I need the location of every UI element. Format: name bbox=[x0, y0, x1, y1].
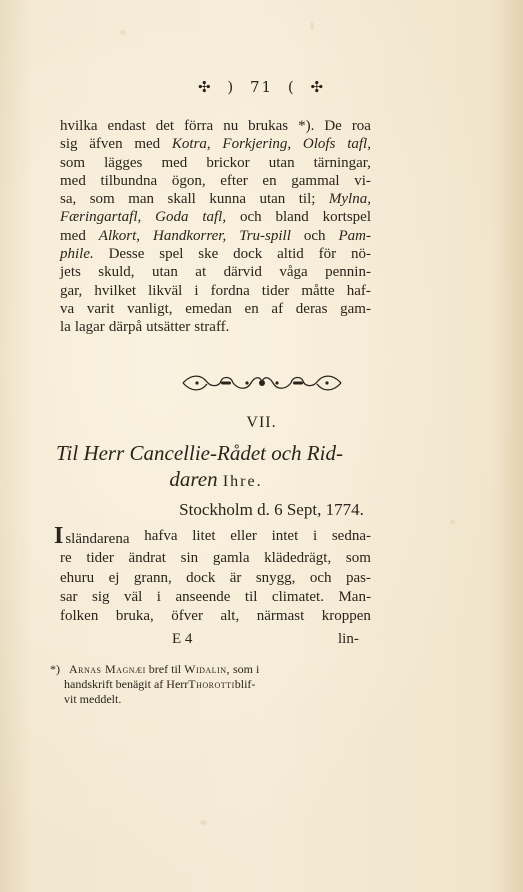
word: ögon, bbox=[171, 172, 206, 189]
word: Handkorrer, bbox=[153, 227, 227, 244]
text-line bbox=[60, 208, 371, 226]
paper-stain bbox=[450, 520, 455, 524]
word: sin bbox=[180, 550, 199, 567]
word: därvid bbox=[223, 264, 262, 281]
text-line bbox=[60, 588, 371, 607]
word: til bbox=[244, 588, 258, 605]
footnote-marker: *) bbox=[50, 662, 60, 676]
text-line bbox=[60, 607, 371, 626]
word: utan bbox=[152, 264, 178, 281]
word: utan bbox=[259, 191, 286, 208]
word: Man- bbox=[338, 588, 371, 605]
text-line bbox=[54, 523, 371, 549]
word: vi- bbox=[354, 172, 371, 189]
word: va bbox=[60, 300, 75, 317]
word: at bbox=[195, 264, 207, 281]
footnote-line bbox=[50, 662, 372, 677]
word: skuld, bbox=[98, 264, 135, 281]
text-line bbox=[60, 318, 371, 336]
word: ehuru bbox=[60, 569, 95, 586]
text-line bbox=[60, 569, 371, 588]
drop-cap: I bbox=[54, 523, 64, 549]
word: klädedrägt, bbox=[264, 550, 332, 567]
word: lagar bbox=[74, 319, 105, 336]
word: tafl, bbox=[202, 209, 227, 226]
word: gar, bbox=[60, 282, 83, 299]
word: väl bbox=[123, 588, 143, 605]
word: Kotra, bbox=[171, 136, 211, 153]
paper-stain bbox=[310, 22, 314, 30]
word: tider bbox=[261, 282, 290, 299]
word: med bbox=[60, 172, 86, 189]
section-number: VII. bbox=[246, 414, 277, 431]
word: förra bbox=[184, 118, 214, 134]
word: hafva bbox=[144, 528, 178, 544]
word: tärningar, bbox=[313, 154, 371, 171]
word: som bbox=[60, 154, 86, 171]
word: Tru-spill bbox=[239, 227, 291, 244]
word: tafl, bbox=[347, 136, 371, 153]
word: brickor bbox=[206, 154, 250, 171]
word: våga bbox=[279, 264, 308, 281]
word: dock bbox=[233, 246, 263, 263]
word: vanligt, bbox=[127, 300, 173, 317]
word: Færingartafl, bbox=[60, 209, 142, 226]
word: med bbox=[60, 227, 86, 244]
word: De bbox=[324, 118, 342, 134]
word: grann, bbox=[133, 569, 172, 586]
word: nu bbox=[223, 118, 239, 134]
word: la bbox=[60, 319, 71, 336]
word: eller bbox=[230, 528, 257, 544]
page-header bbox=[0, 78, 523, 96]
word: pas- bbox=[345, 569, 371, 586]
word: sar bbox=[60, 588, 78, 605]
paper-stain bbox=[120, 30, 126, 35]
word: Goda bbox=[155, 209, 189, 226]
word: pennin- bbox=[325, 264, 371, 281]
word: folken bbox=[60, 608, 99, 625]
paper-stain bbox=[200, 820, 207, 825]
left-parenthesis: ) bbox=[227, 78, 236, 96]
heading-line-1: Til Herr Cancellie-Rådet och Rid- bbox=[56, 441, 343, 465]
word: brukas bbox=[248, 118, 289, 134]
word: med bbox=[161, 154, 188, 171]
word: därpå bbox=[108, 319, 143, 336]
word: intet bbox=[271, 528, 299, 544]
word: snygg, bbox=[255, 569, 296, 586]
word: fordna bbox=[210, 282, 250, 299]
word: hvilket bbox=[94, 282, 137, 299]
text-line bbox=[60, 549, 371, 568]
word: straff. bbox=[194, 319, 230, 336]
word: emedan bbox=[185, 300, 232, 317]
word: deras bbox=[295, 300, 328, 317]
footnote-line bbox=[50, 677, 372, 692]
word: kroppen bbox=[321, 608, 371, 625]
word: varit bbox=[86, 300, 115, 317]
footnote-text: bref til bbox=[145, 662, 185, 676]
word: för bbox=[318, 246, 337, 263]
word: Olofs bbox=[302, 136, 336, 153]
word: jets bbox=[60, 264, 81, 281]
left-ornament-icon: ✣ bbox=[197, 78, 213, 96]
word: phile. bbox=[60, 246, 94, 263]
word: öfver bbox=[171, 608, 203, 625]
word: gammal bbox=[291, 172, 340, 189]
heading-recipient-name: Ihre. bbox=[222, 473, 263, 490]
word: sig bbox=[91, 588, 110, 605]
text-line bbox=[60, 117, 371, 135]
word: närmast bbox=[256, 608, 305, 625]
paragraph-continued bbox=[60, 117, 371, 337]
word: likväl bbox=[148, 282, 183, 299]
word: och bbox=[303, 227, 326, 244]
word: Pam- bbox=[338, 227, 371, 244]
word: climatet. bbox=[271, 588, 324, 605]
word: man bbox=[128, 191, 155, 208]
word: ske bbox=[198, 246, 219, 263]
word: alt, bbox=[220, 608, 240, 625]
word: i bbox=[156, 588, 161, 605]
right-parenthesis: ( bbox=[287, 78, 296, 96]
word: Forkjering, bbox=[222, 136, 292, 153]
word: sa, bbox=[60, 191, 77, 208]
word: tider bbox=[86, 550, 114, 567]
word: Desse bbox=[108, 246, 145, 263]
footnote-line: vit meddelt. bbox=[64, 692, 122, 706]
word: sig bbox=[60, 136, 78, 153]
word: ej bbox=[108, 569, 120, 586]
word: en bbox=[262, 172, 277, 189]
word: utan bbox=[268, 154, 295, 171]
letter-body bbox=[54, 523, 371, 626]
word: hvilka bbox=[60, 118, 98, 134]
word: Isländarena bbox=[54, 523, 130, 549]
word: och bbox=[309, 569, 332, 586]
footnote-line-1 bbox=[50, 662, 259, 677]
word: lägges bbox=[104, 154, 143, 171]
word: ändrat bbox=[128, 550, 166, 567]
text-line bbox=[60, 263, 371, 281]
word: af bbox=[271, 300, 284, 317]
word: måtte bbox=[301, 282, 335, 299]
right-ornament-icon: ✣ bbox=[310, 78, 326, 96]
word: kunna bbox=[209, 191, 246, 208]
heading-line-2-italic: daren bbox=[169, 467, 223, 491]
footnote-text: blif- bbox=[234, 677, 256, 691]
footnote-recipient: Widalin, bbox=[184, 662, 230, 676]
footnote-text: som i bbox=[230, 662, 260, 676]
word: bruka, bbox=[115, 608, 154, 625]
catchword: lin- bbox=[338, 631, 359, 647]
word: äfven bbox=[89, 136, 123, 153]
text-line bbox=[60, 245, 371, 263]
word: altid bbox=[277, 246, 304, 263]
word: är bbox=[229, 569, 242, 586]
word: det bbox=[155, 118, 175, 134]
word: utsätter bbox=[146, 319, 191, 336]
word: anseende bbox=[175, 588, 231, 605]
word: som bbox=[345, 550, 371, 567]
text-line bbox=[60, 135, 371, 153]
text-line bbox=[60, 282, 371, 300]
word: i bbox=[194, 282, 199, 299]
footnote-author: Arnas Magnæi bbox=[69, 662, 146, 676]
word: roa bbox=[351, 118, 371, 134]
footnote-text: handskrift benägit af Herr bbox=[64, 677, 189, 691]
word: endast bbox=[107, 118, 146, 134]
word: och bbox=[239, 209, 262, 226]
word: tilbundna bbox=[100, 172, 158, 189]
printer-signature-mark: E 4 bbox=[172, 631, 193, 647]
word: med bbox=[134, 136, 161, 153]
heading-line-2 bbox=[56, 466, 376, 495]
word: i bbox=[312, 528, 318, 544]
footnote bbox=[50, 662, 372, 707]
footnote-person: Thorotti bbox=[188, 677, 235, 691]
letter-heading bbox=[56, 440, 376, 495]
text-line bbox=[60, 300, 371, 318]
word: haf- bbox=[346, 282, 371, 299]
word: efter bbox=[220, 172, 248, 189]
word: Alkort, bbox=[98, 227, 141, 244]
word: dock bbox=[186, 569, 216, 586]
word: bland bbox=[275, 209, 309, 226]
word: kortspel bbox=[322, 209, 371, 226]
word: *). bbox=[298, 118, 315, 134]
text-line bbox=[60, 227, 371, 245]
word: en bbox=[244, 300, 259, 317]
dateline: Stockholm d. 6 Sept, 1774. bbox=[179, 500, 364, 519]
word: spel bbox=[159, 246, 184, 263]
word: re bbox=[60, 550, 72, 567]
word: til; bbox=[298, 191, 316, 208]
word: gamla bbox=[212, 550, 250, 567]
word: gam- bbox=[340, 300, 371, 317]
word: skall bbox=[167, 191, 196, 208]
text-line bbox=[60, 154, 371, 172]
word: nö- bbox=[351, 246, 371, 263]
word: som bbox=[89, 191, 115, 208]
text-line bbox=[60, 172, 371, 190]
word: litet bbox=[192, 528, 216, 544]
page-number: 71 bbox=[249, 78, 274, 96]
word: Mylna, bbox=[328, 191, 371, 208]
decorative-divider-icon bbox=[0, 372, 523, 398]
text-line bbox=[60, 190, 371, 208]
word: sedna- bbox=[331, 528, 371, 544]
